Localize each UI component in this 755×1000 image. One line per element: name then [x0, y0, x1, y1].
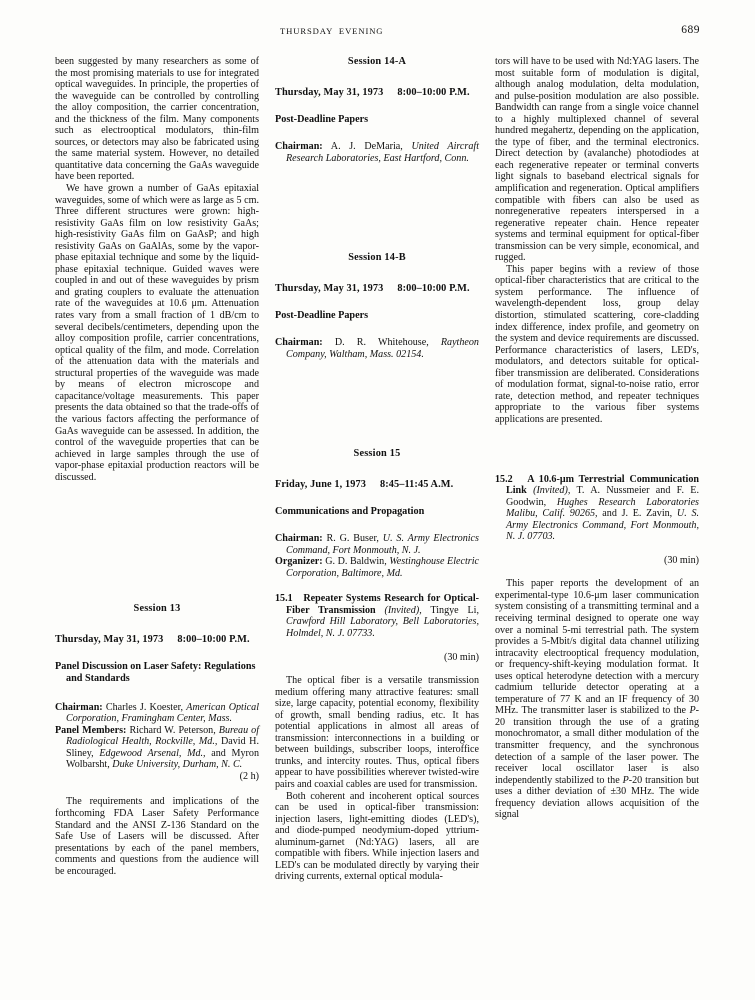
paper-15-1-invited: (Invited), [384, 604, 422, 616]
abstract-segment-c: -20 transition through the use of a grating monochromator, a small dither modulation of the transmitter frequency, and the synchronous detection of a sample of the laser power. The receiver local oscillator laser is also independently stabilized to the [495, 705, 699, 786]
session-14a-time: 8:00–10:00 P.M. [397, 87, 470, 98]
chairman-name: D. R. Whitehouse, [334, 337, 429, 349]
paper-15-2-number: 15.2 [495, 473, 513, 485]
paper-15-1-title: Repeater Systems Research for Optical-Fiber Transmission [286, 593, 479, 616]
session-15-datetime [275, 479, 479, 490]
session-15-chairman [275, 533, 479, 556]
column-3 [495, 56, 699, 968]
abstract-segment-a: This paper reports the development of an experimental-type 10.6- [495, 578, 699, 601]
paper-15-2-entry [495, 474, 699, 543]
chairman-label: Chairman: [275, 141, 323, 152]
session-13-date: Thursday, May 31, 1973 [55, 634, 164, 646]
column-1 [55, 56, 259, 968]
column-2 [275, 56, 479, 968]
session-14b-time: 8:00–10:00 P.M. [397, 283, 470, 295]
paper-15-1-abstract-p1: The optical fiber is a versatile transmission medium offering many attractive features: small size, large capacity, potential economy, flexibility of growth, small bending radius, etc. It has potential applications in almost all areas of transmission: interconnections in a building or between buildings, subscriber loops, interoffice trunks, and intercity routes. Thus, optical fibers appear to have possibilities wherever twisted-wire pairs and coaxial cables are used for transmission. [275, 675, 479, 791]
session-14b-chairman [275, 337, 479, 360]
session-14a-title: Session 14-A [347, 56, 407, 67]
session-13-time: 8:00–10:00 P.M. [177, 634, 250, 646]
paragraph-continued: tors will have to be used with Nd:YAG lasers. The most suitable form of modulation is digital, although analog modulation, delta modulation, and pulse-position modulation are also possible. Bandwidth can range from a single voice channel to a highly multiplexed channel of several hundred megahertz, depending on the application, the type of fiber, and the terminal electronics. Direct detection by (avalanche) photodiodes at each regenerative repeater or terminal converts light signals to baseband electrical signals for amplification and regeneration. Optical amplifiers compatible with fibers can also be used as nonregenerative repeaters interspersed in a regenerative repeater chain. Hence repeater systems and terminal equipment for optical-fiber transmission can be very simple, economical, and rugged. [495, 56, 699, 264]
session-13-chairman [55, 702, 259, 725]
paper-15-2-duration: (30 min) [663, 554, 699, 566]
chairman-affiliation: Raytheon Company, Waltham, Mass. 02154. [286, 337, 479, 360]
session-15-time: 8:45–11:45 A.M. [379, 479, 454, 491]
abstract-segment-b: m laser communication system consisting of a transmitting terminal and a receiving terminal designed to operate one way over a nominal 5-mi terrestrial path. The system provides a 5-Mbit/s digital data channel utilizing intracavity electrooptical frequency modulation, or frequency-shift-keying modulation format. It uses optical heterodyne detection with a mercury cadmium telluride detector operating at a temperature of 77 K and an IF frequency of 30 MHz. The transmitter laser is stabilized to the [495, 589, 699, 717]
panel-affiliation-3: Duke University, Durham, N. C. [112, 759, 243, 771]
running-header [55, 26, 700, 52]
paragraph: This paper begins with a review of those optical-fiber characteristics that are critical to the system performance. The influence of wavelength-dependent loss, group delay distortion, stimulated scattering, core-cladding index difference, index profile, and geometry on the system and device requirements are discussed. Performance characteristics of lasers, LED's, modulators, and detectors suitable for optical-fiber transmission are deliberated. Considerations of modulation format, signal-to-noise ratio, error rate, detection method, and repeater techniques appropriate to the various fiber systems applications are presented. [495, 263, 699, 425]
paper-15-2-title-mu: μ [559, 473, 566, 485]
abstract-p-branch-1: P [689, 705, 696, 717]
session-15-subject: Communications and Propagation [275, 506, 425, 518]
session-15-organizer [275, 556, 479, 579]
paper-15-2-title-part1: A 10.6- [527, 473, 560, 485]
organizer-affiliation: Westinghouse Electric Corporation, Baltimore, Md. [286, 556, 479, 579]
column-container [55, 56, 700, 968]
paper-15-2-authors-2: and J. E. Zavin, [602, 508, 673, 520]
paper-15-2-invited: (Invited), [533, 485, 571, 497]
chairman-label: Chairman: [275, 337, 323, 349]
paper-15-2-affiliation-2: U. S. Army Electronics Command, Fort Monmouth, N. J. 07703. [506, 508, 700, 543]
session-15-title: Session 15 [353, 448, 401, 460]
paper-15-2-authors-1: T. A. Nussmeier and F. E. Goodwin, [506, 485, 700, 508]
session-13-subject: Panel Discussion on Laser Safety: Regulations and Standards [55, 661, 256, 685]
chairman-name: Charles J. Koester, [105, 701, 184, 713]
paper-15-1-entry [275, 593, 479, 639]
chairman-affiliation: American Optical Corporation, Framingham Center, Mass. [66, 701, 259, 725]
panel-member-3: and Myron Wolbarsht, [66, 747, 259, 771]
chairman-affiliation: United Aircraft Research Laboratories, East Hartford, Conn. [286, 141, 479, 164]
session-14a-datetime [275, 87, 479, 98]
panel-members-label: Panel Members: [55, 724, 127, 736]
paper-15-1-authors: Tingye Li, [430, 604, 479, 616]
panel-affiliation-1: Bureau of Radiological Health, Rockville, Md., [66, 724, 260, 748]
chairman-name: R. G. Buser, [326, 533, 379, 545]
chairman-affiliation: U. S. Army Electronics Command, Fort Monmouth, N. J. [286, 533, 479, 556]
paragraph: The requirements and implications of the forthcoming FDA Laser Safety Performance Standard and the ANSI Z-136 Standard on the Safe Use of Lasers will be discussed. After presentations by each of the panel members, comments and questions from the audience will be encouraged. [55, 796, 259, 877]
paper-15-2-affiliation-1: Hughes Research Laboratories Malibu, Calif. 90265, [506, 496, 699, 520]
session-15-date: Friday, June 1, 1973 [275, 479, 366, 491]
abstract-segment-d: -20 transition but uses a dither deviation of ±30 MHz. The wide frequency deviation allows acquisition of the signal [495, 774, 699, 821]
session-14b-subject: Post-Deadline Papers [275, 310, 369, 322]
running-header-title: THURSDAY EVENING [280, 26, 384, 36]
session-14a-subject: Post-Deadline Papers [275, 114, 369, 125]
page-content [55, 26, 700, 972]
session-14b-date: Thursday, May 31, 1973 [275, 283, 384, 295]
paper-15-1-number: 15.1 [275, 593, 293, 605]
paragraph: We have grown a number of GaAs epitaxial waveguides, some of which were as large as 5 cm. Three different structures were grown: high-resistivity GaAs film on low resistivity GaAs; high-resistivity GaAs film on GaAsP; and high resistivity GaAs on GaAlAs, some by the vapor-phase epitaxial technique and some by the liquid-phase epitaxial technique. Guided waves were coupled in and out of these waveguides by prism and grating couplers to evaluate the attenuation rate of the waveguides at 10.6 μm. Attenuation rates vary from a small fraction of 1 dB/cm to several decibels/centimeters, depending upon the alloy composition profile, carrier concentrations, optical quality of the film, and mode. Correlation of the attenuation data with the materials and structural properties of the waveguide was made by means of electron microscope and capacitance/voltage measurements. This paper presents the data obtained so that the trade-offs of the various factors affecting the performance of GaAs waveguide can be assessed. In addition, the control of the waveguide properties that can be achieved in large samples through the use of vapor-phase epitaxial production reactors will be discussed. [55, 183, 259, 483]
panel-affiliation-2: Edgewood Arsenal, Md., [99, 747, 206, 759]
session-14a-date: Thursday, May 31, 1973 [275, 87, 384, 98]
paper-15-1-affiliation: Crawford Hill Laboratory, Bell Laboratories, Holmdel, N. J. 07733. [286, 616, 479, 640]
chairman-label: Chairman: [55, 701, 103, 713]
abstract-p-branch-2: P [622, 774, 629, 786]
paper-15-1-abstract-p2: Both coherent and incoherent optical sources can be used in optical-fiber transmission: injection lasers, light-emitting diodes (LED's), and diode-pumped neodymium-doped yttrium-aluminum-garnet (Nd:YAG) lasers, all are compatible with fibers. While injection lasers and LED's can be modulated directly by varying their driving currents, external optical modula- [275, 790, 479, 883]
page-number: 689 [681, 24, 700, 36]
panel-member-1: Richard W. Peterson, [129, 724, 216, 736]
session-14b-datetime [275, 283, 479, 294]
session-13-panel-members [55, 725, 259, 771]
session-14a-chairman [275, 141, 479, 164]
paper-15-2-abstract [495, 578, 699, 820]
session-13-title: Session 13 [133, 603, 181, 615]
paragraph-continued: been suggested by many researchers as some of the most promising materials to use for integrated optical waveguides. In principle, the properties of the waveguide can be controlled by controlling the alloy composition, the carrier concentration, and the thickness of the film. Many components such as electrooptical modulators, thin-film sources, or detectors may also be fabricated using the same material system. However, no detailed quantitative data concerning the GaAs waveguide have been reported. [55, 56, 259, 183]
abstract-mu-symbol: μ [594, 589, 600, 601]
panel-member-2: David H. Sliney, [66, 736, 259, 759]
organizer-label: Organizer: [275, 556, 323, 568]
session-13-duration: (2 h) [239, 770, 259, 782]
chairman-name: A. J. DeMaria, [330, 141, 403, 152]
paper-15-1-duration: (30 min) [443, 651, 479, 663]
paper-15-2-title-part2: m Terrestrial Communication Link [506, 473, 699, 497]
session-13-datetime [55, 634, 259, 645]
session-14b-title: Session 14-B [348, 252, 406, 264]
organizer-name: G. D. Baldwin, [325, 556, 387, 568]
chairman-label: Chairman: [275, 533, 323, 545]
